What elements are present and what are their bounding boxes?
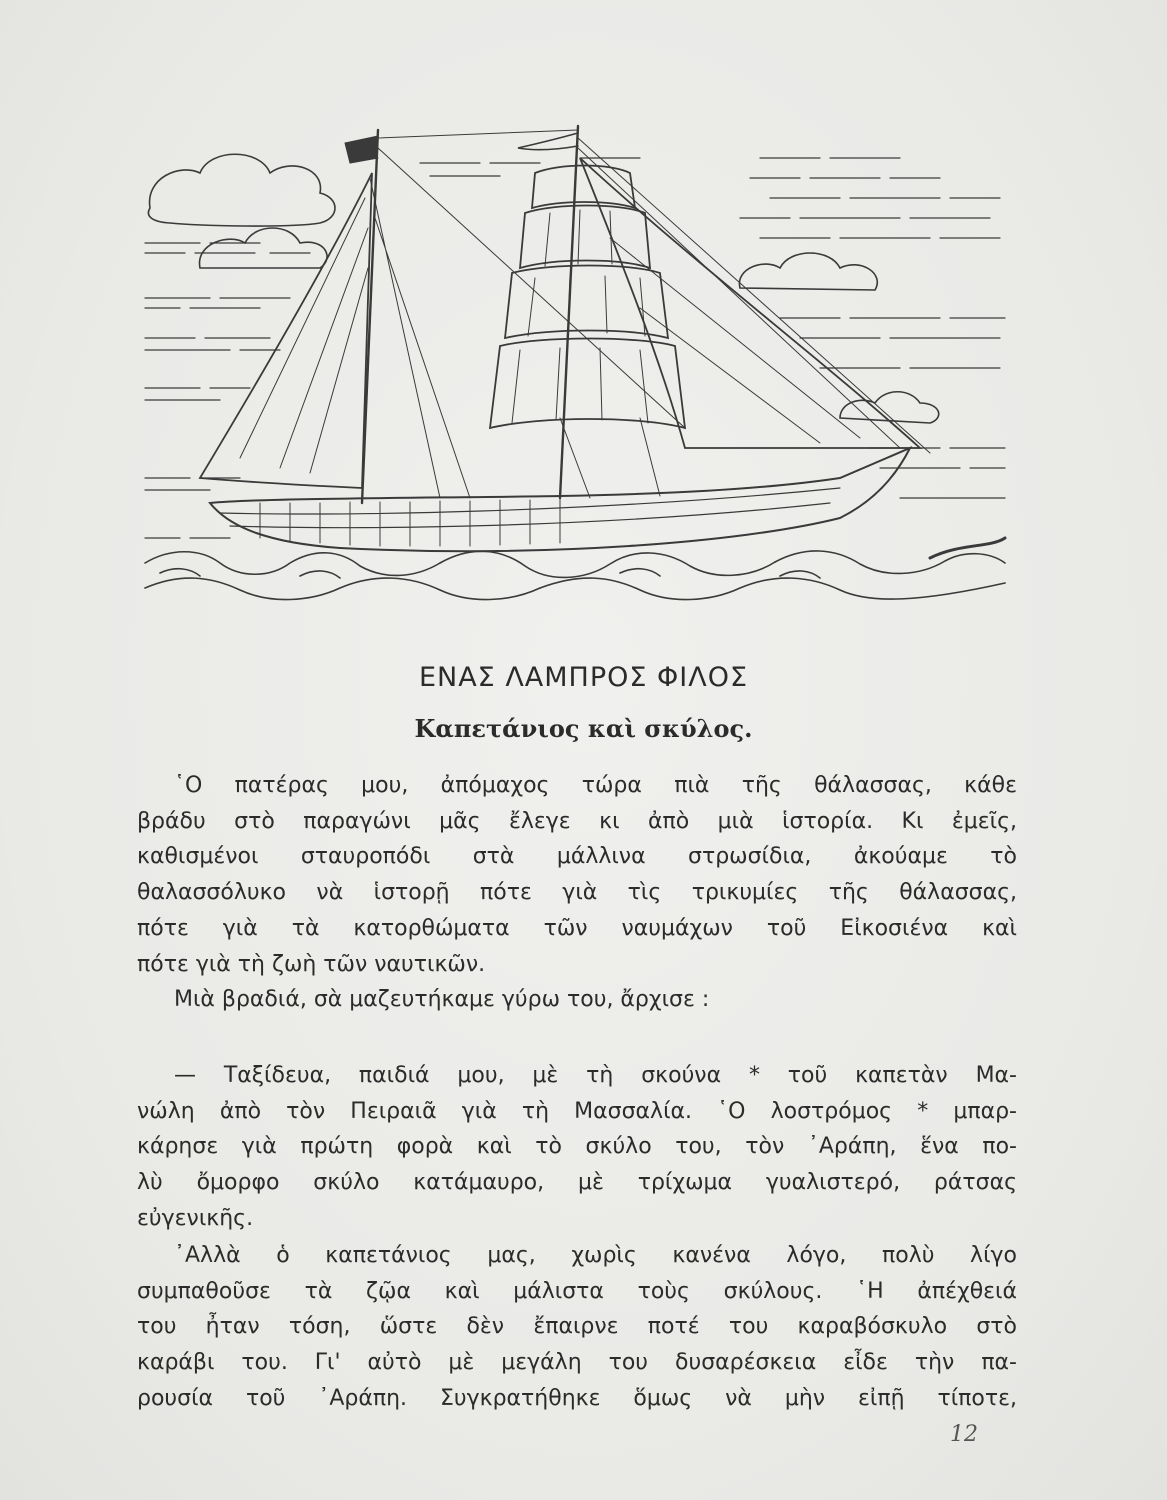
text-line: συμπαθοῦσε τὰ ζῷα καὶ μάλιστα τοὺς σκύλους. ῾Η ἀπέχθειά xyxy=(137,1278,1017,1304)
text-line: καράβι του. Γι' αὐτὸ μὲ μεγάλη του δυσαρέσκεια εἶδε τὴν πα- xyxy=(137,1350,1017,1376)
text-line: πότε γιὰ τὴ ζωὴ τῶν ναυτικῶν. xyxy=(137,951,486,977)
rigging-lines xyxy=(370,130,930,498)
text-line: θαλασσόλυκο νὰ ἱστορῇ πότε γιὰ τὶς τρικυμίες τῆς θάλασσας, xyxy=(137,880,1017,906)
text-line: λὺ ὄμορφο σκύλο κατάμαυρο, μὲ τρίχωμα γυαλιστερό, ράτσας xyxy=(137,1170,1017,1196)
ship-hull xyxy=(210,448,910,551)
text-line: πότε γιὰ τὰ κατορθώματα τῶν ναυμάχων τοῦ Εἰκοσιένα καὶ xyxy=(137,915,1017,941)
text-line: νώλη ἀπὸ τὸν Πειραιᾶ γιὰ τὴ Μασσαλία. ῾Ο λοστρόμος * μπαρ- xyxy=(137,1098,1017,1124)
paragraph-4 xyxy=(137,1238,1017,1417)
text-line: ρουσία τοῦ ᾿Αράπη. Συγκρατήθηκε ὅμως νὰ μὴν εἰπῇ τίποτε, xyxy=(137,1385,1017,1411)
cloud-left-icon xyxy=(148,154,335,268)
text-line: Μιὰ βραδιά, σὰ μαζευτήκαμε γύρω του, ἄρχισε : xyxy=(174,987,710,1012)
chapter-title: ΕΝΑΣ ΛΑΜΠΡΟΣ ΦΙΛΟΣ xyxy=(418,662,749,693)
sky-hatching xyxy=(145,158,1005,538)
text-line: καθισμένοι σταυροπόδι στὰ μάλλινα στρωσίδια, ἀκούαμε τὸ xyxy=(137,844,1017,870)
text-line: βράδυ στὸ παραγώνι μᾶς ἔλεγε κι ἀπὸ μιὰ ἱστορία. Κι ἐμεῖς, xyxy=(137,808,1017,834)
paragraph-3 xyxy=(137,1058,1017,1237)
paragraph-2 xyxy=(137,982,1017,1018)
sea-waves xyxy=(145,538,1005,600)
sail-jib xyxy=(580,158,920,448)
page-number: 12 xyxy=(950,1422,978,1447)
text-line: κάρησε γιὰ πρώτη φορὰ καὶ τὸ σκύλο του, τὸν ᾿Αράπη, ἕνα πο- xyxy=(137,1134,1017,1160)
sailing-ship-illustration xyxy=(140,118,1010,608)
text-line: ῾Ο πατέρας μου, ἀπόμαχος τώρα πιὰ τῆς θάλασσας, κάθε xyxy=(174,773,1017,798)
sail-square xyxy=(490,166,685,429)
text-line: — Ταξίδευα, παιδιά μου, μὲ τὴ σκούνα * τοῦ καπετὰν Μα- xyxy=(174,1063,1017,1088)
ship-masts xyxy=(362,126,578,503)
paragraph-1 xyxy=(137,768,1017,982)
text-line: ᾿Αλλὰ ὁ καπετάνιος μας, χωρὶς κανένα λόγο, πολὺ λίγο xyxy=(174,1243,1017,1268)
chapter-subtitle: Καπετάνιος καὶ σκύλος. xyxy=(414,714,753,743)
sail-rear xyxy=(200,173,372,488)
text-line: του ἦταν τόση, ὥστε δὲν ἔπαιρνε ποτέ του καραβόσκυλο στὸ xyxy=(137,1314,1017,1340)
text-line: εὐγενικῆς. xyxy=(137,1205,254,1231)
